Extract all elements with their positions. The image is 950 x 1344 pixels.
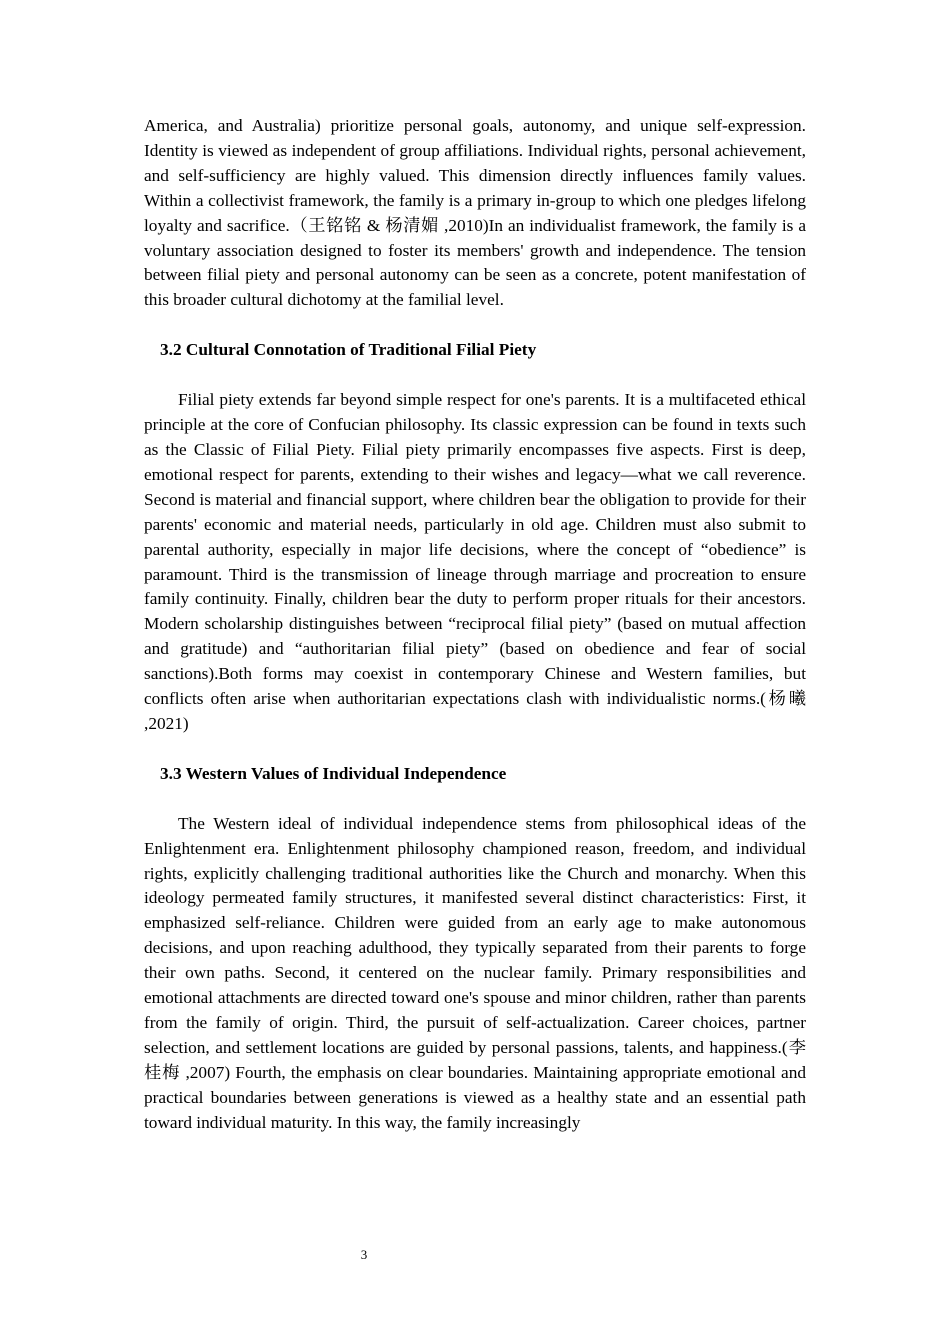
spacer bbox=[144, 313, 806, 338]
spacer bbox=[144, 363, 806, 388]
section-heading-3-3: 3.3 Western Values of Individual Independence bbox=[160, 763, 507, 783]
section-heading-3-2: 3.2 Cultural Connotation of Traditional Filial Piety bbox=[160, 340, 537, 360]
page-number: 3 bbox=[360, 1247, 368, 1262]
body-paragraph-intro: America, and Australia) prioritize personal goals, autonomy, and unique self-expression. Identity is viewed as independent of group affiliations. Individual rights, personal achievement, and self-sufficiency are highly valued. This dimension directly influences family values. Within a collectivist framework, the family is a primary in-group to which one pledges lifelong loyalty and sacrifice.（王铭铭 & 杨清媚 ,2010)In an individualist framework, the family is a voluntary association designed to foster its members' growth and independence. The tension between filial piety and personal autonomy can be seen as a concrete, potent manifestation of this broader cultural dichotomy at the familial level. bbox=[144, 116, 806, 310]
spacer bbox=[144, 737, 806, 762]
body-paragraph-3-2: Filial piety extends far beyond simple respect for one's parents. It is a multifaceted ethical principle at the core of Confucian philosophy. Its classic expression can be found in texts such as the Classic of Filial Piety. Filial piety primarily encompasses five aspects. First is deep, emotional respect for parents, extending to their wishes and legacy—what we call reverence. Second is material and financial support, where children bear the obligation to provide for their parents' economic and material needs, particularly in old age. Children must also submit to parental authority, especially in major life decisions, where the concept of “obedience” is paramount. Third is the transmission of lineage through marriage and procreation to ensure family continuity. Finally, children bear the duty to perform proper rituals for their ancestors. Modern scholarship distinguishes between “reciprocal filial piety” (based on mutual affection and gratitude) and “authoritarian filial piety” (based on obedience and fear of social sanctions).Both forms may coexist in contemporary Chinese and Western families, but conflicts often arise when authoritarian expectations clash with individualistic norms.(杨曦 ,2021) bbox=[144, 390, 806, 733]
document-page bbox=[144, 114, 806, 1136]
body-paragraph-3-3: The Western ideal of individual independence stems from philosophical ideas of the Enlightenment era. Enlightenment philosophy championed reason, freedom, and individual rights, explicitly challenging traditional authorities like the Church and monarchy. When this ideology permeated family structures, it manifested several distinct characteristics: First, it emphasized self-reliance. Children were guided from an early age to make autonomous decisions, and upon reaching adulthood, they typically separated from their parents to forge their own paths. Second, it centered on the nuclear family. Primary responsibilities and emotional attachments are directed toward one's spouse and minor children, rather than parents from the family of origin. Third, the pursuit of self-actualization. Career choices, partner selection, and settlement locations are guided by personal passions, talents, and happiness.(李桂梅 ,2007) Fourth, the emphasis on clear boundaries. Maintaining appropriate emotional and practical boundaries between generations is viewed as a healthy state and an essential path toward individual maturity. In this way, the family increasingly bbox=[144, 813, 806, 1132]
spacer bbox=[144, 787, 806, 812]
